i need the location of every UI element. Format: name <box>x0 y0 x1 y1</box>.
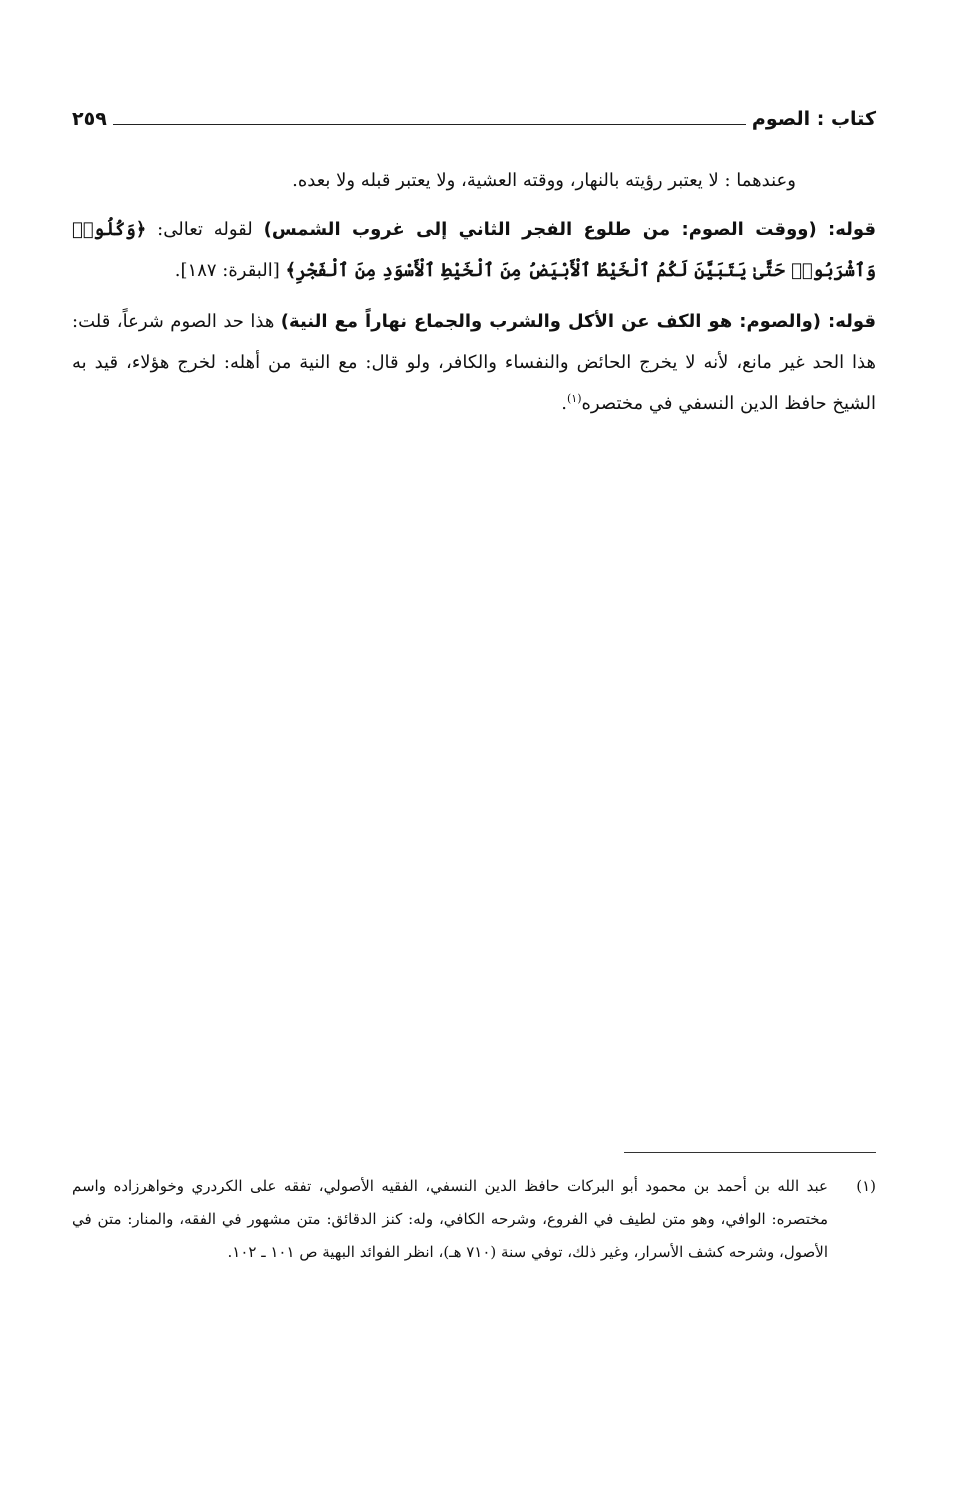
paragraph-3-text: هذا حد الصوم شرعاً، قلت: هذا الحد غير مانع، لأنه لا يخرج الحائض والنفساء والكافر، ولو قال: مع النية من أهله: لخرج هؤلاء، قيد به الشيخ حافظ الدين النسفي في مختصره <box>72 311 876 414</box>
footnote-separator <box>624 1152 876 1153</box>
paragraph-1 <box>72 160 876 201</box>
header-rule <box>113 124 746 125</box>
footnote-text: عبد الله بن أحمد بن محمود أبو البركات حافظ الدين النسفي، الفقيه الأصولي، تفقه على الكردري وخواهرزاده واسم مختصره: الوافي، وهو متن لطيف في الفروع، وشرحه الكافي، وله: كنز الدقائق: متن مشهور في الفقه، والمنار: متن في الأصول، وشرحه كشف الأسرار، وغير ذلك، توفي سنة (٧١٠ هـ)، انظر الفوائد البهية ص ١٠١ ـ ١٠٢. <box>72 1177 828 1261</box>
paragraph-3-lead: قوله: (والصوم: هو الكف عن الأكل والشرب والجماع نهاراً مع النية) <box>280 311 876 332</box>
running-header <box>72 98 876 130</box>
footnote-ref-1[interactable]: (١) <box>566 392 582 405</box>
page-number: ٢٥٩ <box>72 108 107 130</box>
footnote-1 <box>72 1170 876 1269</box>
chapter-title: كتاب : الصوم <box>751 108 876 130</box>
quran-reference: [البقرة: ١٨٧]. <box>174 260 286 281</box>
footnotes <box>72 1170 876 1269</box>
quran-quote: ﴿وَكُلُوا۟ وَٱشْرَبُوا۟ حَتَّىٰ يَتَبَيَّنَ لَكُمُ ٱلْخَيْطُ ٱلْأَبْيَضُ مِنَ ٱلْخَيْطِ ٱلْأَسْوَدِ مِنَ ٱلْفَجْرِ﴾ <box>72 219 876 281</box>
main-text <box>72 160 876 434</box>
paragraph-3 <box>72 301 876 424</box>
paragraph-2 <box>72 209 876 291</box>
paragraph-2-text: لقوله تعالى: <box>146 219 264 240</box>
footnote-marker: (١) <box>856 1177 876 1195</box>
paragraph-1-text: وعندهما : لا يعتبر رؤيته بالنهار، ووقته العشية، ولا يعتبر قبله ولا بعده. <box>292 170 796 191</box>
paragraph-2-lead: قوله: (ووقت الصوم: من طلوع الفجر الثاني إلى غروب الشمس) <box>263 219 876 240</box>
paragraph-3-end: . <box>561 393 567 414</box>
